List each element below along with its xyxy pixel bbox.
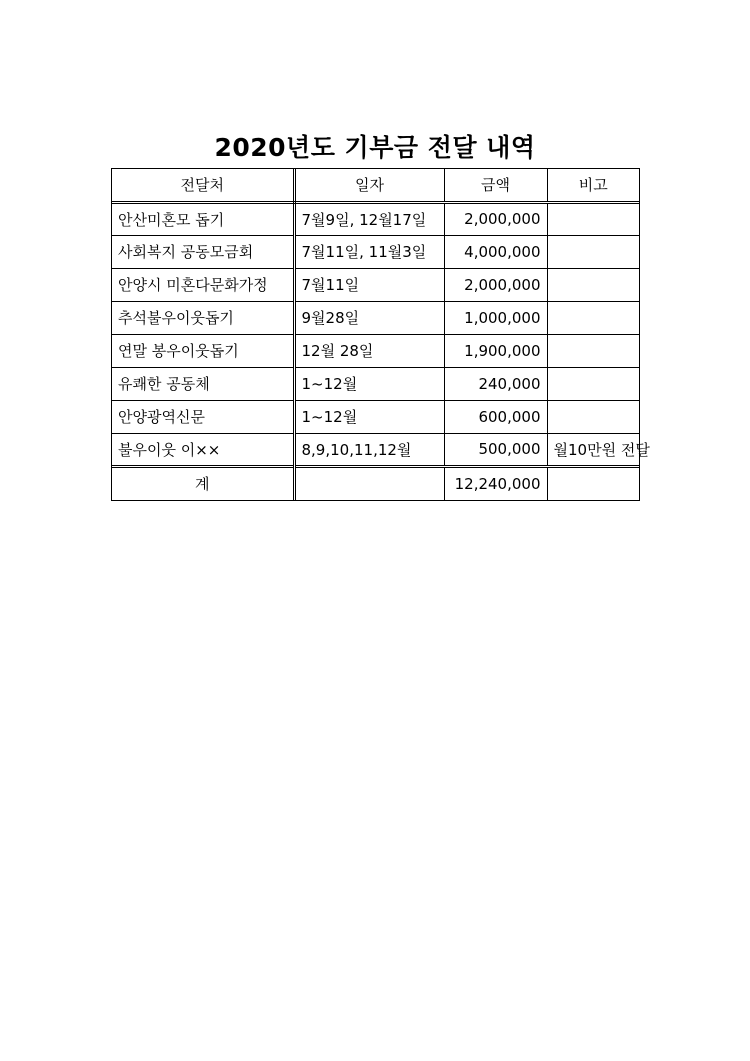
cell-amount: 240,000 [444, 367, 547, 400]
cell-note [547, 400, 639, 433]
table-row [112, 400, 639, 433]
total-amount: 12,240,000 [444, 466, 547, 500]
cell-note [547, 301, 639, 334]
cell-date: 9월28일 [294, 301, 444, 334]
cell-recipient: 유쾌한 공동체 [112, 367, 294, 400]
cell-date: 12월 28일 [294, 334, 444, 367]
table-row [112, 433, 639, 466]
cell-recipient: 안양광역신문 [112, 400, 294, 433]
cell-recipient: 불우이웃 이×× [112, 433, 294, 466]
cell-note [547, 268, 639, 301]
cell-note [547, 334, 639, 367]
header-amount: 금액 [444, 169, 547, 202]
cell-note [547, 367, 639, 400]
table-row [112, 334, 639, 367]
cell-recipient: 안양시 미혼다문화가정 [112, 268, 294, 301]
total-note [547, 466, 639, 500]
cell-amount: 1,900,000 [444, 334, 547, 367]
cell-note [547, 202, 639, 235]
donation-table-frame [111, 168, 650, 501]
cell-recipient: 사회복지 공동모금회 [112, 235, 294, 268]
table-row [112, 235, 639, 268]
table-row [112, 268, 639, 301]
donation-table [112, 169, 650, 500]
cell-date: 7월9일, 12월17일 [294, 202, 444, 235]
cell-date: 1~12월 [294, 400, 444, 433]
cell-note: 월10만원 전달 [547, 433, 639, 466]
cell-date: 1~12월 [294, 367, 444, 400]
total-date [294, 466, 444, 500]
table-row [112, 202, 639, 235]
header-note: 비고 [547, 169, 639, 202]
cell-note [547, 235, 639, 268]
cell-amount: 1,000,000 [444, 301, 547, 334]
cell-recipient: 연말 봉우이웃돕기 [112, 334, 294, 367]
cell-amount: 500,000 [444, 433, 547, 466]
total-row [112, 466, 639, 500]
header-recipient: 전달처 [112, 169, 294, 202]
table-row [112, 367, 639, 400]
cell-amount: 4,000,000 [444, 235, 547, 268]
cell-date: 7월11일, 11월3일 [294, 235, 444, 268]
header-date: 일자 [294, 169, 444, 202]
cell-amount: 2,000,000 [444, 268, 547, 301]
total-label: 계 [112, 466, 294, 500]
table-header-row [112, 169, 639, 202]
cell-date: 8,9,10,11,12월 [294, 433, 444, 466]
cell-recipient: 안산미혼모 돕기 [112, 202, 294, 235]
cell-amount: 2,000,000 [444, 202, 547, 235]
cell-recipient: 추석불우이웃돕기 [112, 301, 294, 334]
table-row [112, 301, 639, 334]
cell-date: 7월11일 [294, 268, 444, 301]
cell-amount: 600,000 [444, 400, 547, 433]
page-title: 2020년도 기부금 전달 내역 [214, 133, 536, 162]
